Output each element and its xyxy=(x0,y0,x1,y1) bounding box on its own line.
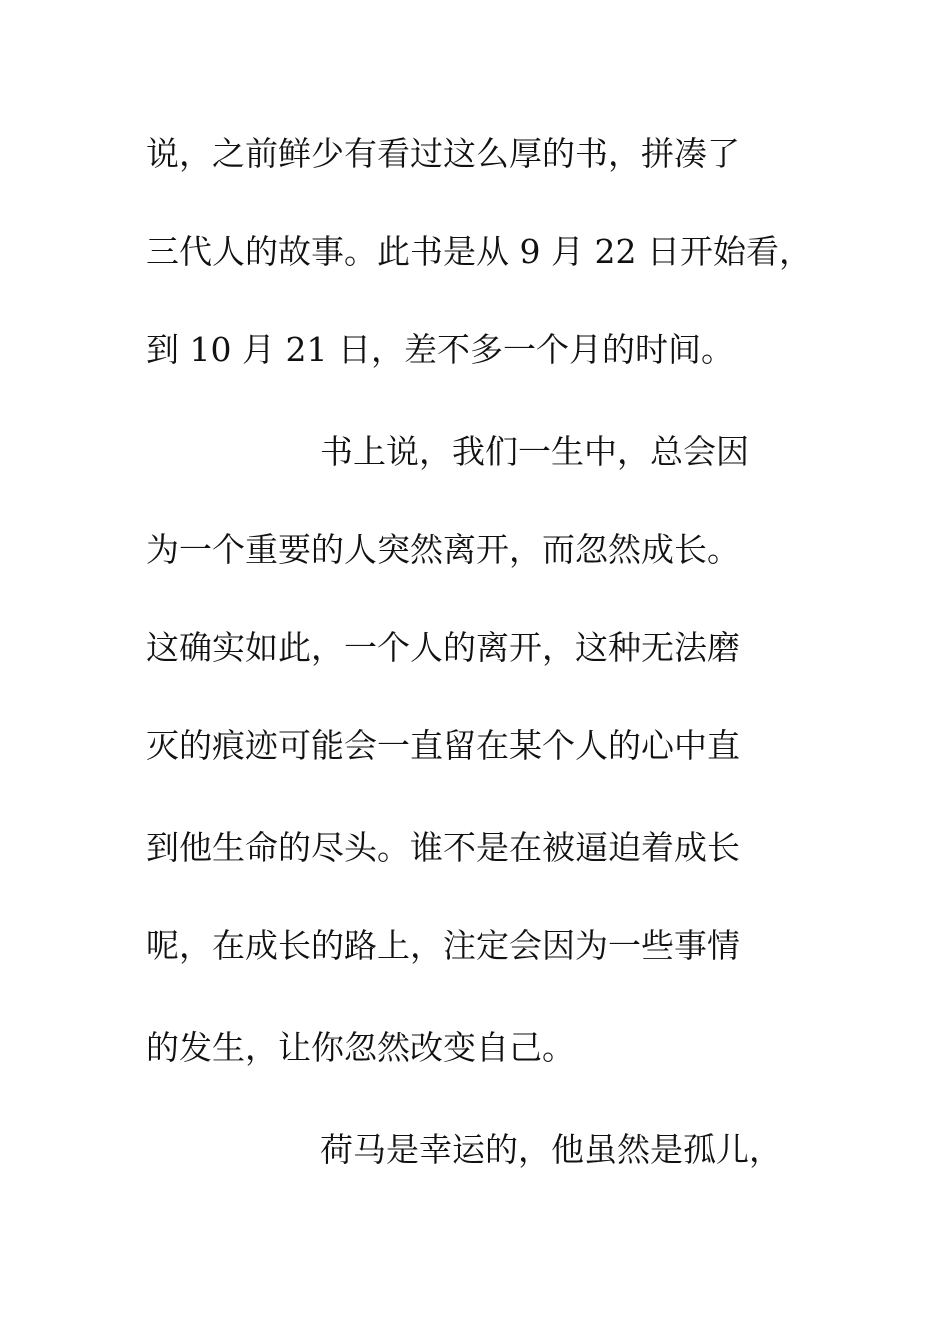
text-line-7: 灭的痕迹可能会一直留在某个人的心中直 xyxy=(146,726,740,765)
text-line-10: 的发生，让你忽然改变自己。 xyxy=(146,1028,575,1067)
text-line-1: 说，之前鲜少有看过这么厚的书，拼凑了 xyxy=(146,134,740,173)
text-line-8: 到他生命的尽头。谁不是在被逼迫着成长 xyxy=(146,828,740,867)
paragraph-start-line: 书上说，我们一生中，总会因 xyxy=(320,432,749,471)
paragraph-start-line: 荷马是幸运的，他虽然是孤儿， xyxy=(320,1130,782,1169)
text-line-9: 呢，在成长的路上，注定会因为一些事情 xyxy=(146,926,740,965)
text-line-2: 三代人的故事。此书是从 9 月 22 日开始看， xyxy=(146,232,812,271)
text-line-6: 这确实如此，一个人的离开，这种无法磨 xyxy=(146,628,740,667)
text-line-5: 为一个重要的人突然离开，而忽然成长。 xyxy=(146,530,740,569)
text-line-3: 到 10 月 21 日，差不多一个月的时间。 xyxy=(146,330,734,369)
